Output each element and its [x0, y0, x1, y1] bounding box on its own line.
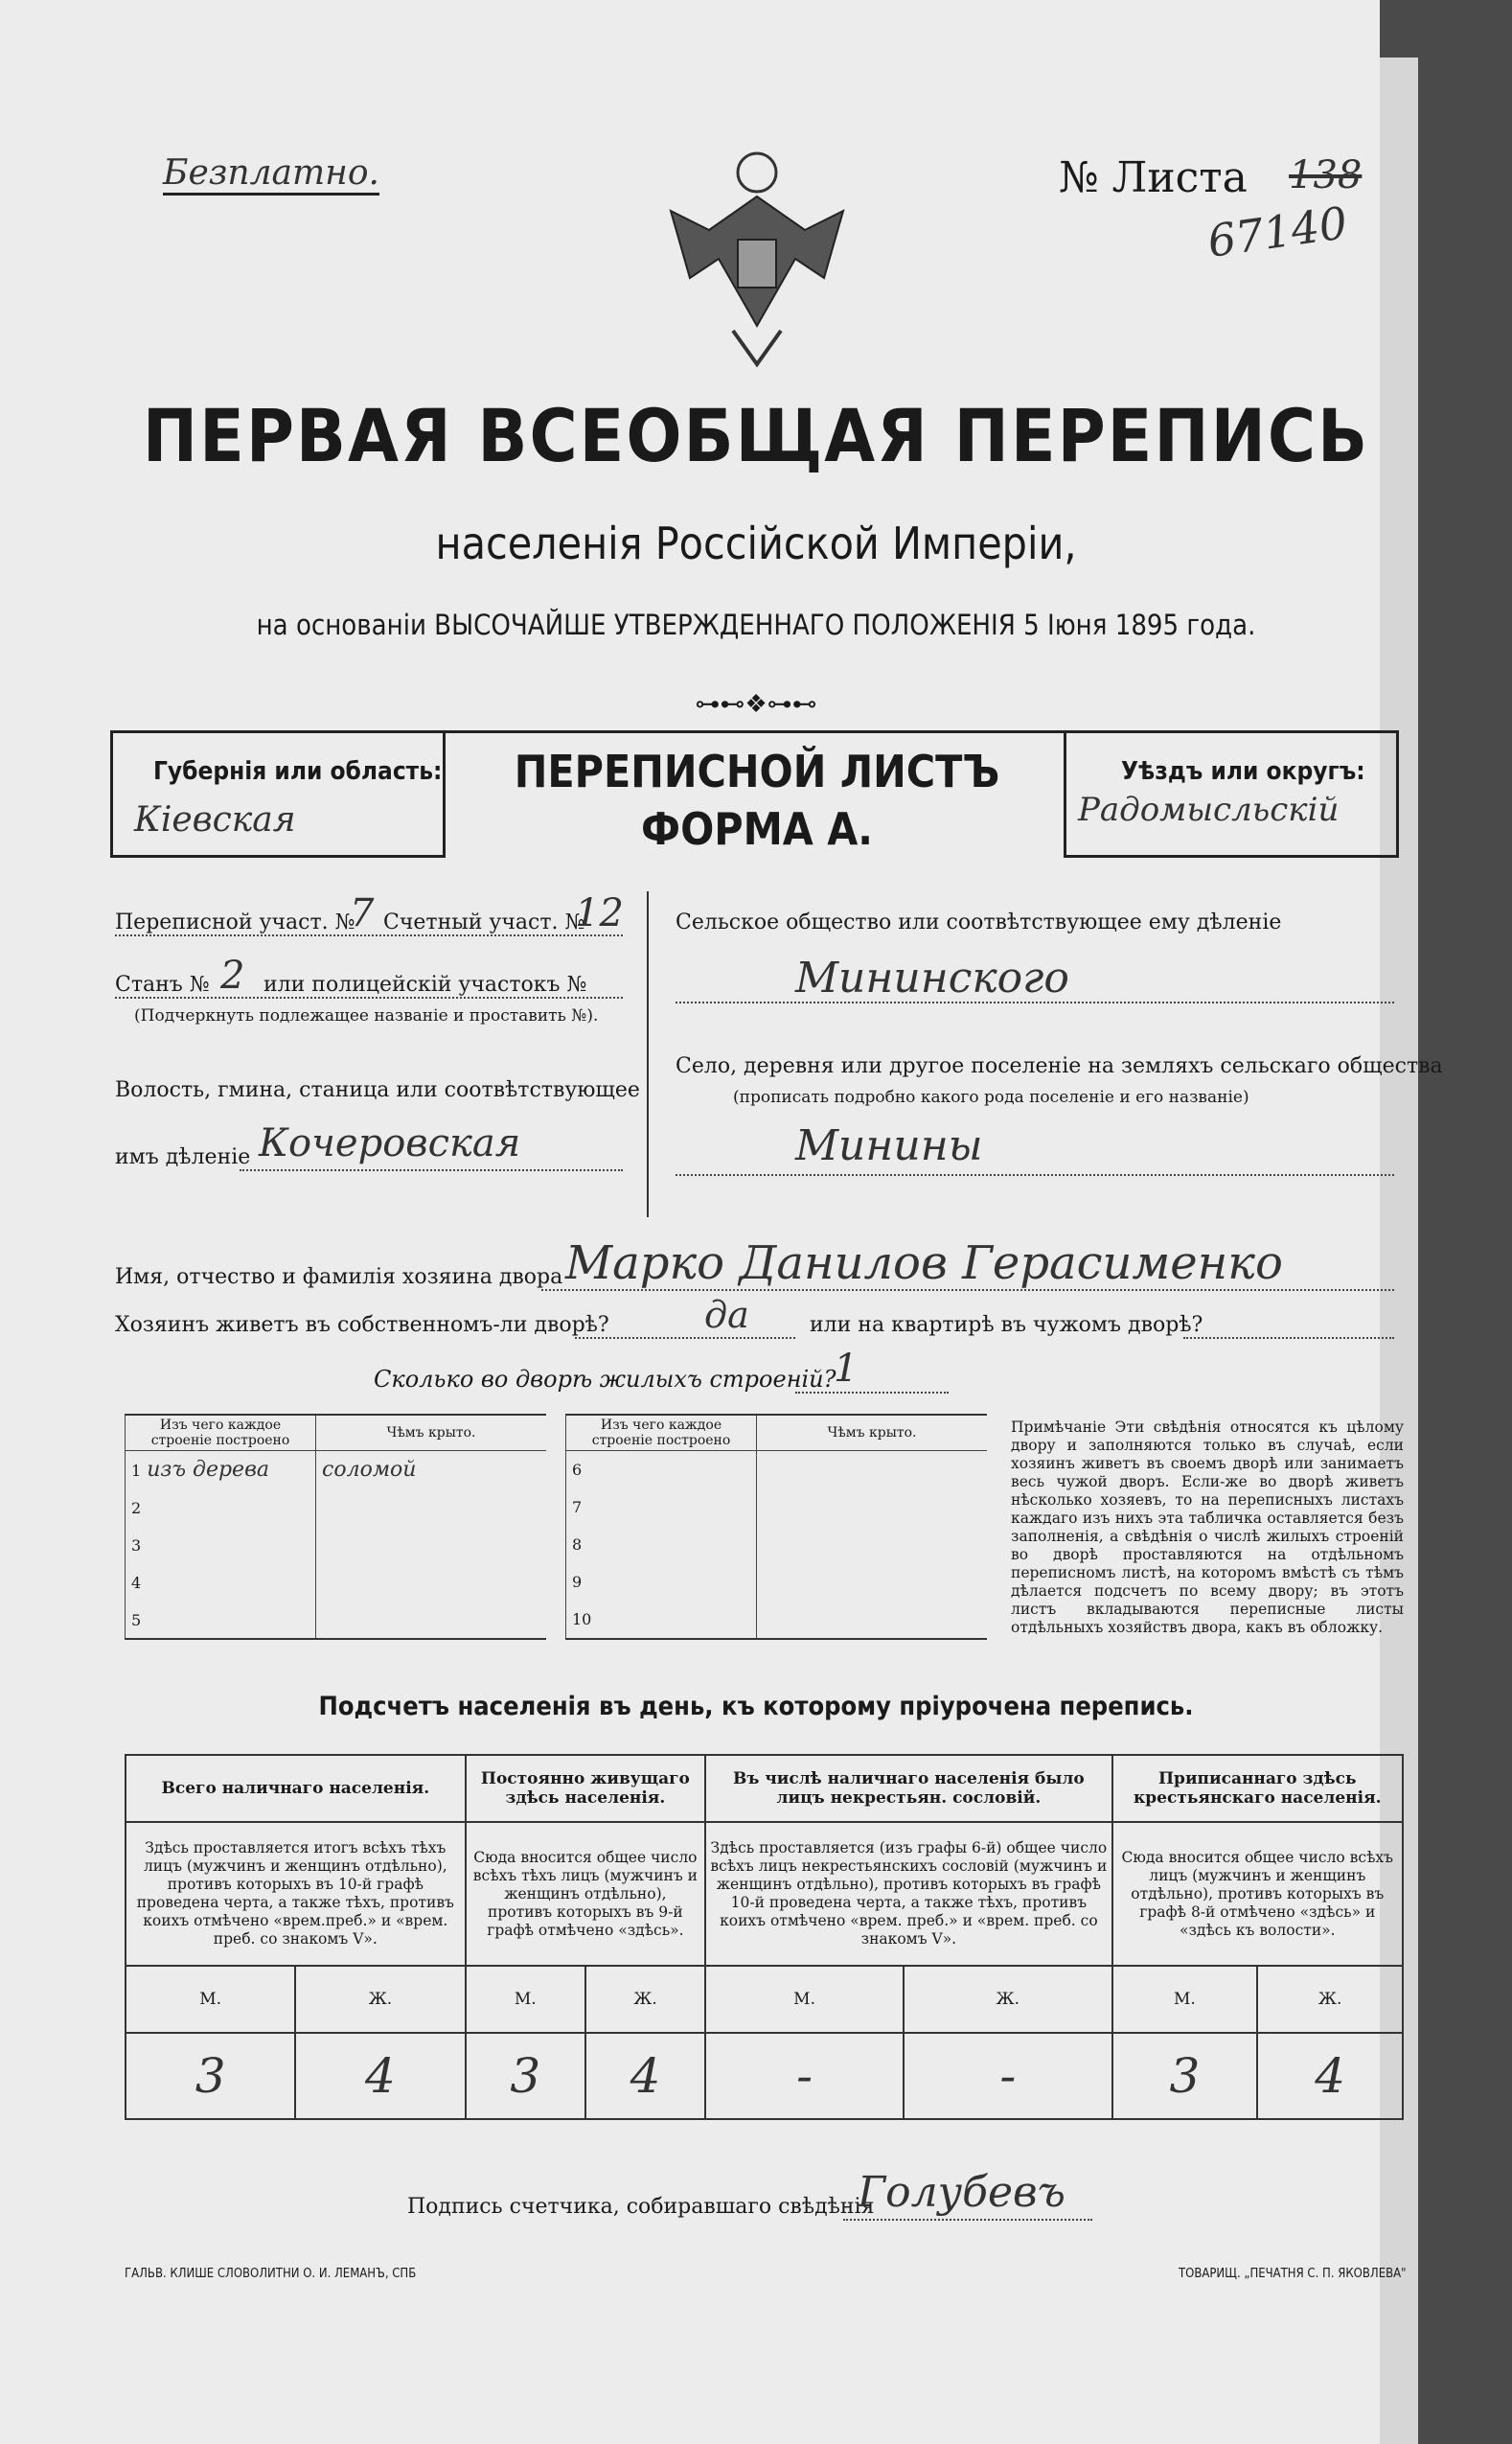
structure-material-cell — [126, 1526, 316, 1563]
signature-label: Подпись счетчика, собиравшаго свѣдѣнія — [407, 2195, 875, 2219]
society-label: Сельское общество или соотвѣтствующее ему дѣленіе — [676, 911, 1282, 934]
structure-row-number: 6 — [566, 1451, 757, 1489]
gubernia-value: Кіевская — [134, 800, 296, 840]
gubernia-label: Губернія или область: — [153, 757, 443, 786]
structure-roof: соломой — [316, 1451, 547, 1489]
sheet-no-label: № Листа — [1059, 153, 1248, 202]
structure-row-number: 3 — [131, 1536, 142, 1555]
police-label: или полицейскій участокъ № — [263, 973, 587, 997]
volost-value: Кочеровская — [259, 1121, 521, 1165]
structure-row — [566, 1601, 988, 1639]
main-title: ПЕРВАЯ ВСЕОБЩАЯ ПЕРЕПИСЬ — [142, 393, 1370, 478]
structures-table-left — [125, 1414, 546, 1640]
structure-material-cell — [126, 1601, 316, 1639]
free-label: Безплатно. — [163, 153, 379, 196]
buildings-label: Сколько во дворѣ жилыхъ строеній? — [374, 1366, 836, 1393]
structure-roof — [757, 1451, 988, 1489]
buildings-line — [795, 1392, 949, 1394]
structure-row — [126, 1451, 547, 1489]
male-label: М. — [466, 1966, 585, 2033]
male-count: 3 — [466, 2033, 585, 2119]
structure-row-number: 5 — [131, 1611, 142, 1629]
volost-line — [240, 1169, 623, 1171]
count-unit-label: Счетный участ. № — [383, 911, 585, 934]
structure-roof — [757, 1526, 988, 1563]
structure-roof — [316, 1563, 547, 1601]
population-column-desc: Сюда вносится общее число всѣхъ тѣхъ лицъ (мужчинъ и женщинъ отдѣльно), противъ которыхъ въ 9-й графѣ отмѣчено «здѣсь». — [466, 1822, 706, 1966]
structure-row — [126, 1601, 547, 1639]
structure-row-number: 2 — [131, 1499, 142, 1517]
population-column-desc: Сюда вносится общее число всѣхъ лицъ (мужчинъ и женщинъ отдѣльно), противъ которыхъ въ графѣ 8-й отмѣчено «здѣсь» и «здѣсь къ волости». — [1112, 1822, 1403, 1966]
population-column-title: Приписаннаго здѣсь крестьянскаго населенія. — [1112, 1755, 1403, 1822]
structure-roof — [316, 1488, 547, 1526]
structure-roof — [316, 1601, 547, 1639]
volost-label-2: имъ дѣленіе — [115, 1145, 251, 1169]
village-note: (прописать подробно какого рода поселеніе и его названіе) — [733, 1088, 1249, 1107]
structure-material-cell — [126, 1488, 316, 1526]
population-table — [125, 1754, 1404, 2120]
rent-line — [1183, 1337, 1394, 1339]
village-value: Минины — [795, 1121, 983, 1170]
structure-row — [126, 1488, 547, 1526]
material-header: Изъ чего каждое строеніе построено — [126, 1415, 316, 1451]
eagle-emblem-icon — [652, 144, 862, 374]
uezd-value: Радомысльскій — [1078, 791, 1340, 829]
structures-note: Примѣчаніе Эти свѣдѣнія относятся къ цѣлому двору и заполняются только въ случаѣ, если хозяинъ живетъ въ своемъ дворѣ или занимаетъ весь чужой дворъ. Если-же во дворѣ живетъ нѣсколько хозяевъ, то на переписныхъ листахъ каждаго изъ нихъ эта табличка оставляется безъ заполненія, а свѣдѣнія о числѣ жилыхъ строеній во дворѣ проставляются на отдѣльномъ переписномъ листѣ, на которомъ вмѣстѣ съ тѣмъ дѣлается подсчетъ по всему двору; въ этотъ листъ вкладываются переписные листы отдѣльныхъ хозяйствъ двора, какъ въ обложку. — [1011, 1418, 1404, 1636]
female-count: - — [904, 2033, 1112, 2119]
structure-row — [566, 1488, 988, 1526]
female-label: Ж. — [1257, 1966, 1403, 2033]
male-label: М. — [705, 1966, 904, 2033]
material-header-right: Изъ чего каждое строеніе построено — [566, 1415, 757, 1451]
structure-row — [566, 1563, 988, 1601]
printer-left: ГАЛЬВ. КЛИШЕ СЛОВОЛИТНИ О. И. ЛЕМАНЪ, СПБ — [125, 2267, 417, 2281]
population-column-title: Постоянно живущаго здѣсь населенія. — [466, 1755, 706, 1822]
own-yard-line — [575, 1337, 795, 1339]
male-count: - — [705, 2033, 904, 2119]
structure-row-number: 4 — [131, 1574, 142, 1592]
rent-label: или на квартирѣ въ чужомъ дворѣ? — [810, 1313, 1203, 1337]
owner-name-line — [541, 1289, 1394, 1291]
underline-note: (Подчеркнуть подлежащее названіе и проставить №). — [134, 1006, 599, 1026]
female-count: 4 — [585, 2033, 705, 2119]
field-divider — [647, 891, 649, 1217]
female-label: Ж. — [585, 1966, 705, 2033]
structure-material-cell — [126, 1563, 316, 1601]
structure-row-number: 8 — [566, 1526, 757, 1563]
printer-right: ТОВАРИЩ. „ПЕЧАТНЯ С. П. ЯКОВЛЕВА" — [1179, 2267, 1407, 2281]
sheet-no-new: 67140 — [1203, 196, 1351, 267]
structure-row-number: 9 — [566, 1563, 757, 1601]
owner-name-label: Имя, отчество и фамилія хозяина двора — [115, 1265, 563, 1289]
structure-row — [566, 1526, 988, 1563]
structure-row-number: 7 — [566, 1488, 757, 1526]
subtitle: населенія Россійской Имперіи, — [435, 518, 1077, 569]
sheet-no-crossed: 138 — [1289, 153, 1363, 197]
roof-header: Чѣмъ крыто. — [316, 1415, 547, 1451]
male-label: М. — [1112, 1966, 1258, 2033]
structure-roof — [757, 1488, 988, 1526]
male-count: 3 — [126, 2033, 295, 2119]
structure-row — [126, 1563, 547, 1601]
census-unit-line — [115, 934, 623, 936]
volost-label: Волость, гмина, станица или соотвѣтствующее — [115, 1078, 640, 1102]
female-label: Ж. — [904, 1966, 1112, 2033]
structure-row — [126, 1526, 547, 1563]
form-name: ФОРМА А. — [641, 803, 873, 855]
structure-row — [566, 1451, 988, 1489]
female-count: 4 — [295, 2033, 465, 2119]
structure-roof — [316, 1526, 547, 1563]
structure-roof — [757, 1563, 988, 1601]
own-yard-value: да — [704, 1294, 749, 1336]
uezd-label: Уѣздъ или округъ: — [1121, 757, 1365, 786]
society-line — [676, 1002, 1394, 1003]
population-column-title: Всего наличнаго населенія. — [126, 1755, 466, 1822]
stan-label: Станъ № — [115, 973, 210, 997]
count-unit-value: 12 — [575, 891, 624, 935]
society-value: Мининского — [795, 954, 1069, 1003]
structures-table-right — [565, 1414, 987, 1640]
signature-value: Голубевъ — [858, 2168, 1065, 2217]
ornament-divider: ⊶⊷❖⊶⊷ — [695, 690, 817, 719]
structure-material: изъ дерева — [147, 1458, 269, 1482]
stan-line — [115, 997, 623, 999]
signature-line — [843, 2219, 1092, 2221]
roof-header-right: Чѣмъ крыто. — [757, 1415, 988, 1451]
basis-line: на основаніи ВЫСОЧАЙШЕ УТВЕРЖДЕННАГО ПОЛОЖЕНІЯ 5 Іюня 1895 года. — [256, 609, 1256, 641]
female-label: Ж. — [295, 1966, 465, 2033]
population-column-title: Въ числѣ наличнаго населенія было лицъ некрестьян. сословій. — [705, 1755, 1111, 1822]
village-label: Село, деревня или другое поселеніе на земляхъ сельскаго общества — [676, 1054, 1443, 1078]
male-label: М. — [126, 1966, 295, 2033]
census-unit-label: Переписной участ. № — [115, 911, 355, 934]
population-column-desc: Здѣсь проставляется (изъ графы 6-й) общее число всѣхъ лицъ некрестьянскихъ сословій (мужчинъ и женщинъ отдѣльно), противъ которыхъ въ графѣ 10-й проведена черта, а также тѣхъ, противъ коихъ отмѣчено «врем. преб.» и «врем. преб. со знакомъ V». — [705, 1822, 1111, 1966]
population-heading: Подсчетъ населенія въ день, къ которому пріурочена перепись. — [318, 1692, 1194, 1721]
owner-name-value: Марко Данилов Герасименко — [565, 1236, 1283, 1290]
village-line — [676, 1174, 1394, 1176]
population-column-desc: Здѣсь проставляется итогъ всѣхъ тѣхъ лицъ (мужчинъ и женщинъ отдѣльно), противъ которыхъ въ 10-й графѣ проведена черта, а также тѣхъ, противъ коихъ отмѣчено «врем.преб.» и «врем. преб. со знакомъ V». — [126, 1822, 466, 1966]
stan-value: 2 — [220, 954, 245, 998]
structure-roof — [757, 1601, 988, 1639]
structure-row-number: 1 — [131, 1462, 142, 1480]
own-yard-label: Хозяинъ живетъ въ собственномъ-ли дворѣ? — [115, 1313, 609, 1337]
census-unit-value: 7 — [350, 891, 375, 935]
female-count: 4 — [1257, 2033, 1403, 2119]
buildings-value: 1 — [834, 1347, 859, 1391]
male-count: 3 — [1112, 2033, 1258, 2119]
sheet-title: ПЕРЕПИСНОЙ ЛИСТЪ — [514, 746, 1000, 797]
structure-row-number: 10 — [566, 1601, 757, 1639]
structure-material-cell — [126, 1451, 316, 1489]
